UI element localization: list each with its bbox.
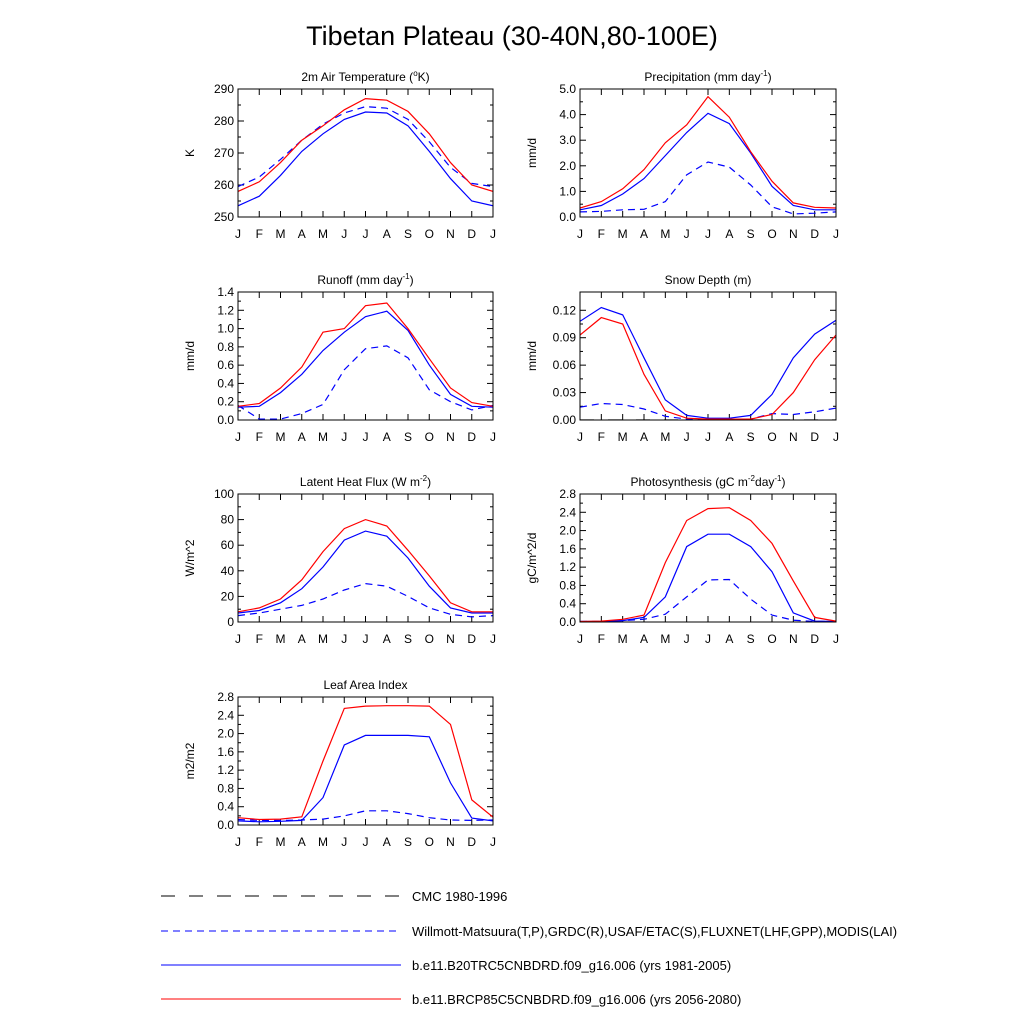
y-tick-label: 1.6 — [559, 541, 576, 556]
series-group — [580, 508, 836, 622]
x-tick-label: S — [746, 430, 755, 444]
y-tick-label: 290 — [213, 82, 234, 96]
x-tick-label: J — [683, 227, 690, 241]
y-tick-label: 2.8 — [559, 487, 576, 501]
y-axis-label: mm/d — [525, 341, 539, 371]
series-group — [238, 99, 493, 206]
series-line-hist — [238, 112, 493, 206]
x-tick-label: N — [788, 227, 798, 241]
y-tick-label: 60 — [220, 538, 234, 553]
series-group — [580, 308, 836, 421]
panels — [183, 69, 839, 849]
x-tick-label: A — [297, 430, 306, 444]
series-line-obs — [238, 346, 493, 419]
x-tick-label: M — [660, 227, 671, 241]
x-tick-label: A — [725, 430, 734, 444]
x-tick-label: S — [746, 227, 755, 241]
y-tick-label: 1.2 — [559, 560, 576, 575]
series-group — [238, 303, 493, 419]
x-tick-label: F — [597, 430, 606, 444]
y-tick-label: 4.0 — [559, 107, 576, 122]
series-group — [238, 520, 493, 617]
y-tick-label: 0.03 — [552, 385, 576, 400]
series-group — [238, 706, 493, 822]
legend-label: b.e11.BRCP85C5CNBDRD.f09_g16.006 (yrs 2056-2080) — [412, 992, 742, 1007]
x-tick-label: O — [424, 632, 434, 646]
x-tick-label: A — [639, 227, 649, 241]
x-tick-label: J — [577, 632, 583, 646]
x-tick-label: F — [255, 835, 263, 849]
legend-label: CMC 1980-1996 — [412, 889, 508, 904]
x-tick-label: N — [446, 430, 455, 444]
x-tick-label: N — [788, 632, 798, 646]
y-axis-label: m2/m2 — [183, 742, 197, 780]
x-tick-label: J — [833, 227, 839, 241]
plot-frame — [238, 494, 493, 622]
x-tick-label: O — [767, 227, 777, 241]
y-tick-label: 1.0 — [217, 321, 234, 336]
x-tick-label: D — [467, 632, 477, 646]
x-tick-label: J — [705, 430, 711, 444]
y-tick-label: 1.6 — [217, 744, 234, 759]
x-tick-label: A — [382, 430, 391, 444]
x-tick-label: M — [617, 430, 628, 444]
x-tick-label: M — [275, 632, 286, 646]
plot-frame — [238, 292, 493, 420]
x-tick-label: M — [318, 430, 328, 444]
x-tick-label: A — [725, 632, 734, 646]
y-tick-label: 0.4 — [217, 376, 234, 391]
y-tick-label: 0.12 — [552, 303, 576, 318]
panel-5 — [183, 474, 496, 646]
x-tick-label: A — [382, 835, 391, 849]
panel-title: Precipitation (mm day$^{-1}$) — [644, 69, 772, 84]
x-tick-label: J — [341, 227, 348, 241]
x-tick-label: J — [362, 632, 369, 646]
x-tick-label: M — [660, 632, 671, 646]
series-line-obs — [580, 580, 836, 622]
plot-frame — [580, 292, 836, 420]
x-tick-label: M — [617, 632, 628, 646]
x-tick-label: F — [255, 430, 263, 444]
y-tick-label: 40 — [220, 563, 234, 578]
x-tick-label: J — [235, 227, 241, 241]
series-line-hist — [580, 534, 836, 621]
y-tick-label: 0 — [227, 615, 234, 629]
y-tick-label: 80 — [220, 512, 234, 527]
panel-6 — [525, 474, 839, 646]
x-tick-label: J — [235, 632, 241, 646]
y-tick-label: 0.00 — [552, 413, 576, 427]
y-tick-label: 0.0 — [217, 413, 234, 427]
x-tick-label: J — [683, 632, 690, 646]
x-tick-label: O — [767, 632, 777, 646]
series-line-hist — [238, 311, 493, 407]
panel-title: 2m Air Temperature ($^o$K) — [301, 69, 430, 84]
x-tick-label: M — [617, 227, 628, 241]
x-tick-label: A — [382, 227, 391, 241]
panel-title: Latent Heat Flux (W $m^{-2}$) — [299, 474, 432, 489]
panel-title: Snow Depth (m) — [664, 273, 752, 287]
y-tick-label: 0.06 — [552, 358, 576, 373]
panel-4 — [525, 273, 839, 444]
x-tick-label: J — [833, 632, 839, 646]
series-line-hist — [580, 308, 836, 419]
y-tick-label: 20 — [220, 589, 234, 604]
y-tick-label: 0.09 — [552, 330, 576, 345]
y-tick-label: 2.0 — [217, 726, 234, 741]
panel-3 — [183, 272, 496, 444]
y-tick-label: 0.0 — [559, 210, 576, 224]
x-tick-label: F — [255, 227, 263, 241]
y-tick-label: 1.4 — [217, 285, 234, 299]
x-tick-label: M — [660, 430, 671, 444]
x-tick-label: J — [490, 227, 496, 241]
y-tick-label: 2.4 — [559, 505, 576, 520]
y-tick-label: 0.8 — [217, 339, 234, 354]
x-tick-label: O — [424, 430, 434, 444]
x-tick-label: S — [403, 227, 413, 241]
x-tick-label: J — [341, 632, 348, 646]
x-tick-label: J — [490, 632, 496, 646]
x-tick-label: F — [255, 632, 263, 646]
x-tick-label: J — [362, 227, 369, 241]
y-tick-label: 1.0 — [559, 184, 576, 199]
x-tick-label: A — [725, 227, 734, 241]
x-tick-label: M — [318, 632, 328, 646]
y-tick-label: 1.2 — [217, 763, 234, 778]
x-tick-label: F — [597, 632, 606, 646]
x-tick-label: J — [577, 227, 583, 241]
x-tick-label: O — [767, 430, 777, 444]
x-tick-label: J — [705, 632, 711, 646]
panel-1 — [183, 69, 496, 241]
y-tick-label: 250 — [213, 210, 234, 224]
plot-frame — [580, 494, 836, 622]
x-tick-label: S — [403, 430, 413, 444]
panel-title: Photosynthesis (gC $m^{-2}day^{-1}$) — [630, 474, 786, 489]
y-tick-label: 0.4 — [559, 596, 576, 611]
x-tick-label: N — [788, 430, 798, 444]
x-tick-label: F — [597, 227, 606, 241]
x-tick-label: J — [235, 430, 241, 444]
x-tick-label: D — [810, 430, 820, 444]
y-tick-label: 0.8 — [559, 578, 576, 593]
x-tick-label: J — [235, 835, 241, 849]
y-tick-label: 0.4 — [217, 799, 234, 814]
series-line-future — [580, 508, 836, 622]
y-axis-label: mm/d — [183, 341, 197, 371]
x-tick-label: N — [446, 227, 455, 241]
x-tick-label: J — [341, 430, 348, 444]
series-group — [580, 97, 836, 214]
y-tick-label: 2.0 — [559, 158, 576, 173]
x-tick-label: D — [467, 227, 477, 241]
y-tick-label: 1.2 — [217, 303, 234, 318]
panel-title: Leaf Area Index — [323, 678, 408, 692]
x-tick-label: J — [490, 430, 496, 444]
x-tick-label: S — [403, 835, 413, 849]
legend-label: Willmott-Matsuura(T,P),GRDC(R),USAF/ETAC(S),FLUXNET(LHF,GPP),MODIS(LAI) — [412, 924, 898, 939]
x-tick-label: A — [297, 632, 306, 646]
y-tick-label: 260 — [213, 178, 234, 192]
legend-label: b.e11.B20TRC5CNBDRD.f09_g16.006 (yrs 1981-2005) — [412, 958, 732, 973]
x-tick-label: A — [382, 632, 391, 646]
y-tick-label: 0.6 — [217, 358, 234, 373]
x-tick-label: A — [297, 227, 306, 241]
y-tick-label: 0.0 — [559, 615, 576, 629]
x-tick-label: J — [833, 430, 839, 444]
plot-frame — [580, 89, 836, 217]
x-tick-label: D — [810, 632, 820, 646]
x-tick-label: A — [297, 835, 306, 849]
x-tick-label: J — [683, 430, 690, 444]
y-axis-label: mm/d — [525, 138, 539, 168]
figure-title: Tibetan Plateau (30-40N,80-100E) — [306, 21, 718, 51]
y-axis-label: W/m^2 — [183, 539, 197, 577]
x-tick-label: J — [490, 835, 496, 849]
y-tick-label: 100 — [213, 487, 234, 501]
x-tick-label: S — [746, 632, 755, 646]
panel-7 — [183, 678, 496, 849]
y-tick-label: 0.2 — [217, 394, 234, 409]
x-tick-label: S — [403, 632, 413, 646]
series-line-hist — [238, 735, 493, 821]
plot-frame — [238, 89, 493, 217]
series-line-obs — [238, 107, 493, 187]
x-tick-label: O — [424, 835, 434, 849]
series-line-future — [238, 303, 493, 406]
x-tick-label: J — [362, 430, 369, 444]
y-tick-label: 0.8 — [217, 781, 234, 796]
y-tick-label: 2.0 — [559, 523, 576, 538]
x-tick-label: D — [467, 430, 477, 444]
series-line-future — [238, 520, 493, 612]
plot-frame — [238, 697, 493, 825]
x-tick-label: N — [446, 632, 455, 646]
x-tick-label: J — [341, 835, 348, 849]
y-axis-label: K — [183, 148, 197, 158]
y-tick-label: 2.8 — [217, 690, 234, 704]
x-tick-label: N — [446, 835, 455, 849]
x-tick-label: D — [467, 835, 477, 849]
x-tick-label: O — [424, 227, 434, 241]
series-line-future — [238, 706, 493, 820]
y-axis-label: gC/m^2/d — [525, 532, 539, 584]
panel-title: Runoff (mm day$^{-1}$) — [317, 272, 414, 287]
x-tick-label: M — [275, 227, 286, 241]
x-tick-label: M — [318, 835, 328, 849]
y-tick-label: 280 — [213, 114, 234, 128]
y-tick-label: 2.4 — [217, 708, 234, 723]
x-tick-label: D — [810, 227, 820, 241]
x-tick-label: M — [275, 430, 286, 444]
x-tick-label: J — [705, 227, 711, 241]
y-tick-label: 270 — [213, 146, 234, 160]
panel-2 — [525, 69, 839, 241]
y-tick-label: 0.0 — [217, 818, 234, 832]
x-tick-label: J — [362, 835, 369, 849]
y-tick-label: 5.0 — [559, 82, 576, 96]
y-tick-label: 3.0 — [559, 133, 576, 148]
x-tick-label: J — [577, 430, 583, 444]
x-tick-label: M — [275, 835, 286, 849]
x-tick-label: A — [639, 632, 649, 646]
x-tick-label: A — [639, 430, 649, 444]
legend — [161, 889, 897, 1007]
x-tick-label: M — [318, 227, 328, 241]
